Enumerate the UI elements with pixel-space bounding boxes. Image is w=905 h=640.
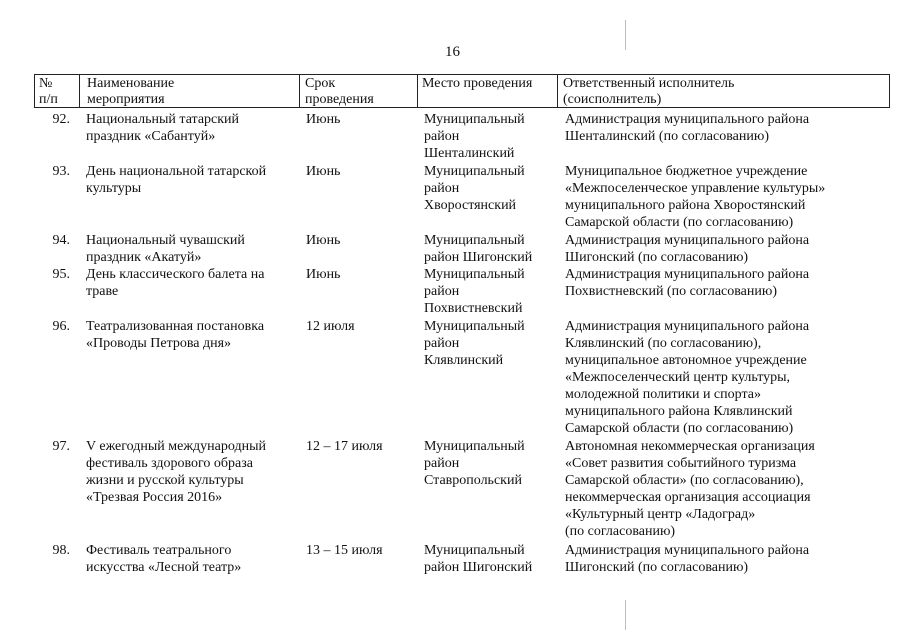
event-date: Июнь: [306, 233, 341, 248]
event-date: 12 июля: [306, 319, 355, 334]
row-number: 98.: [52, 543, 70, 558]
event-date: 12 – 17 июля: [306, 439, 383, 454]
event-place: Муниципальный район Ставропольский: [424, 439, 525, 488]
event-place: Муниципальный район Шигонский: [424, 233, 533, 265]
event-executor: Автономная некоммерческая организация «Совет развития событийного туризма Самарской области» (по согласованию), некоммерческая организация ассоциация «Культурный центр «Ладоград» (по согласованию): [565, 439, 815, 539]
event-date: Июнь: [306, 267, 341, 282]
event-date: Июнь: [306, 112, 341, 127]
header-date: Срок проведения: [305, 76, 374, 107]
row-number: 92.: [52, 112, 70, 127]
event-name: Национальный татарский праздник «Сабантуй»: [86, 112, 240, 144]
event-place: Муниципальный район Похвистневский: [424, 267, 525, 316]
event-name: Театрализованная постановка «Проводы Петрова дня»: [86, 319, 265, 351]
column-divider: [557, 75, 558, 107]
row-number: 93.: [52, 164, 70, 179]
column-divider: [299, 75, 300, 107]
event-date: Июнь: [306, 164, 341, 179]
event-executor: Муниципальное бюджетное учреждение «Межпоселенческое управление культуры» муниципального района Хворостянский Самарской области (по согласованию): [565, 164, 826, 230]
event-executor: Администрация муниципального района Шенталинский (по согласованию): [565, 112, 810, 144]
event-date: 13 – 15 июля: [306, 543, 383, 558]
column-divider: [417, 75, 418, 107]
scan-mark: [625, 20, 626, 50]
event-name: День национальной татарской культуры: [86, 164, 267, 196]
event-name: Фестиваль театрального искусства «Лесной театр»: [86, 543, 242, 575]
event-place: Муниципальный район Хворостянский: [424, 164, 525, 213]
event-place: Муниципальный район Шигонский: [424, 543, 533, 575]
row-number: 94.: [52, 233, 70, 248]
event-name: День классического балета на траве: [86, 267, 265, 299]
row-number: 97.: [52, 439, 70, 454]
event-executor: Администрация муниципального района Шигонский (по согласованию): [565, 543, 810, 575]
event-name: Национальный чувашский праздник «Акатуй»: [86, 233, 245, 265]
scan-mark: [625, 600, 626, 630]
header-num: № п/п: [39, 76, 58, 107]
event-executor: Администрация муниципального района Клявлинский (по согласованию), муниципальное автономное учреждение «Межпоселенческий центр культуры, молодежной политики и спорта» муниципального района Клявлинский Самарской области (по согласованию): [565, 319, 810, 436]
table-header: [34, 74, 890, 108]
column-divider: [79, 75, 80, 107]
event-executor: Администрация муниципального района Похвистневский (по согласованию): [565, 267, 810, 299]
event-name: V ежегодный международный фестиваль здорового образа жизни и русской культуры «Трезвая Россия 2016»: [86, 439, 266, 505]
event-place: Муниципальный район Шенталинский: [424, 112, 525, 161]
event-place: Муниципальный район Клявлинский: [424, 319, 525, 368]
row-number: 96.: [52, 319, 70, 334]
header-executor: Ответственный исполнитель (соисполнитель): [563, 76, 735, 107]
header-name: Наименование мероприятия: [87, 76, 175, 107]
event-executor: Администрация муниципального района Шигонский (по согласованию): [565, 233, 810, 265]
page-number: 16: [445, 44, 460, 60]
row-number: 95.: [52, 267, 70, 282]
header-place: Место проведения: [422, 76, 533, 91]
